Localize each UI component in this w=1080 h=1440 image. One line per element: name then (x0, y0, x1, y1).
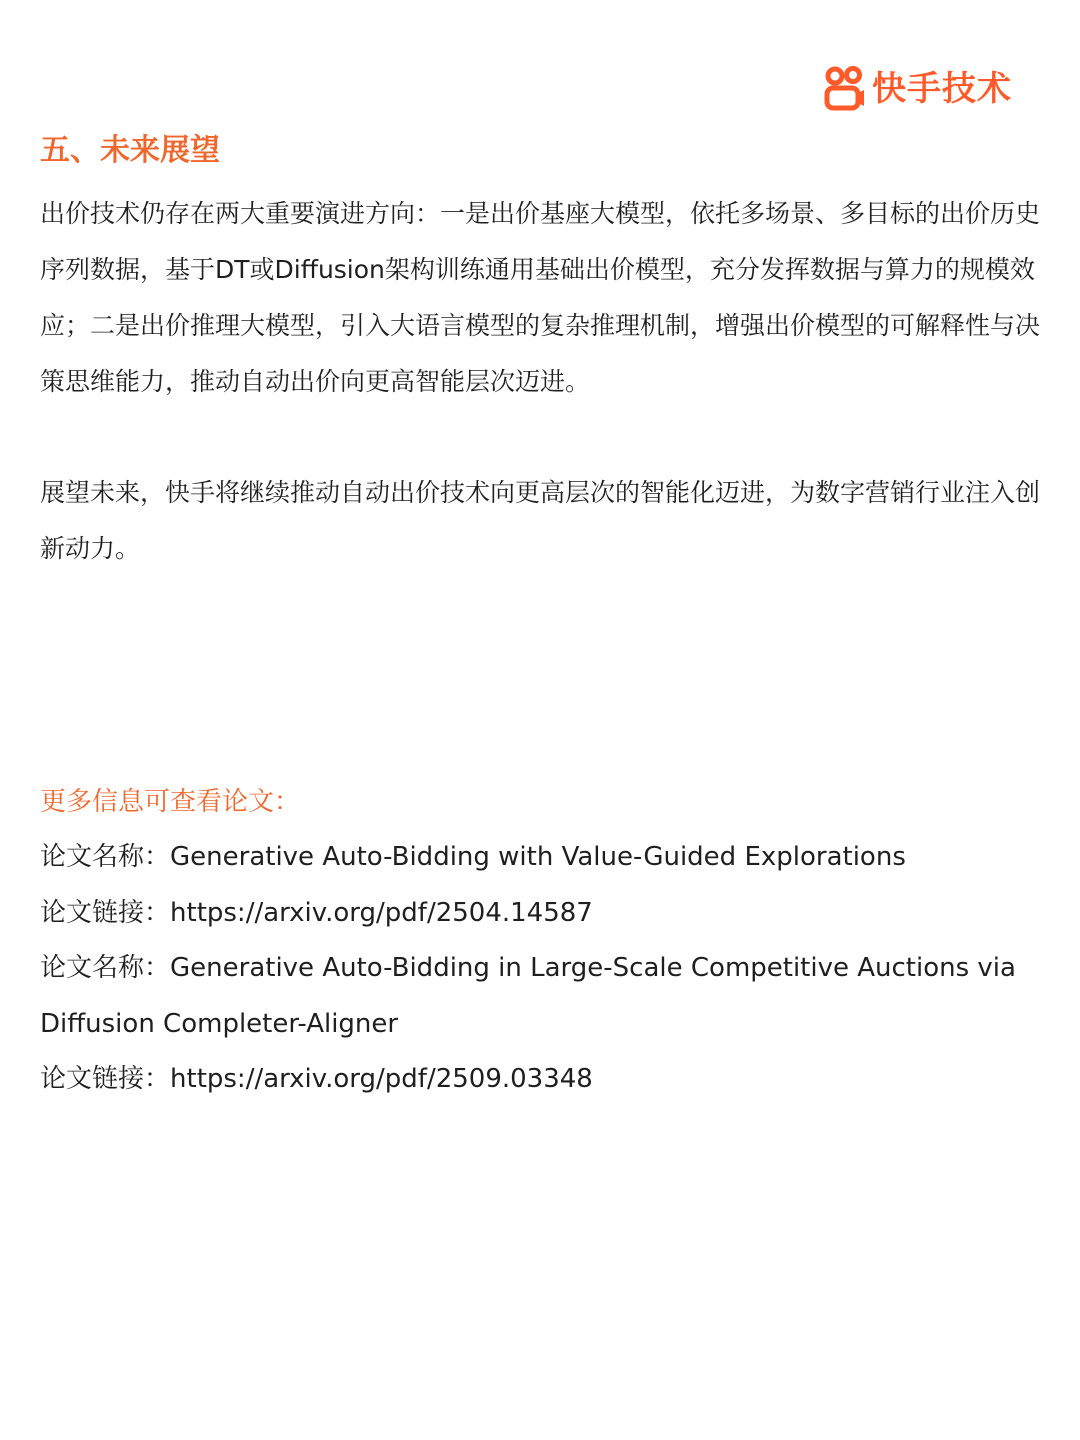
paper-1-link[interactable]: https://arxiv.org/pdf/2504.14587 (170, 897, 593, 928)
paragraph-future-directions: 出价技术仍存在两大重要演进方向：一是出价基座大模型，依托多场景、多目标的出价历史序列数据，基于DT或Diffusion架构训练通用基础出价模型，充分发挥数据与算力的规模效应；二是出价推理大模型，引入大语言模型的复杂推理机制，增强出价模型的可解释性与决策思维能力，推动自动出价向更高智能层次迈进。 (40, 199, 1041, 396)
paper-2-name-line (40, 941, 1043, 1052)
paper-link-label: 论文链接： (40, 1064, 171, 1095)
paper-name-label: 论文名称： (40, 953, 171, 984)
paper-link-label: 论文链接： (40, 897, 171, 928)
kuaishou-logo-icon (824, 66, 866, 112)
reference-list (40, 830, 1043, 1108)
brand-logo (824, 66, 1012, 112)
references-heading: 更多信息可查看论文： (40, 787, 301, 817)
paper-2-link[interactable]: https://arxiv.org/pdf/2509.03348 (170, 1064, 593, 1095)
paper-1-link-line (40, 886, 1043, 942)
brand-name: 快手技术 (872, 69, 1012, 109)
paper-2-link-line (40, 1052, 1043, 1108)
section-title: 五、未来展望 (40, 133, 220, 168)
paper-1-title: Generative Auto-Bidding with Value-Guided Explorations (170, 842, 906, 872)
paper-1-name-line (40, 830, 1043, 886)
paragraph-outlook: 展望未来，快手将继续推动自动出价技术向更高层次的智能化迈进，为数字营销行业注入创新动力。 (40, 478, 1041, 563)
paper-2-title: Generative Auto-Bidding in Large-Scale Competitive Auctions via Diffusion Completer-Aligner (40, 953, 1016, 1039)
paper-name-label: 论文名称： (40, 842, 171, 872)
